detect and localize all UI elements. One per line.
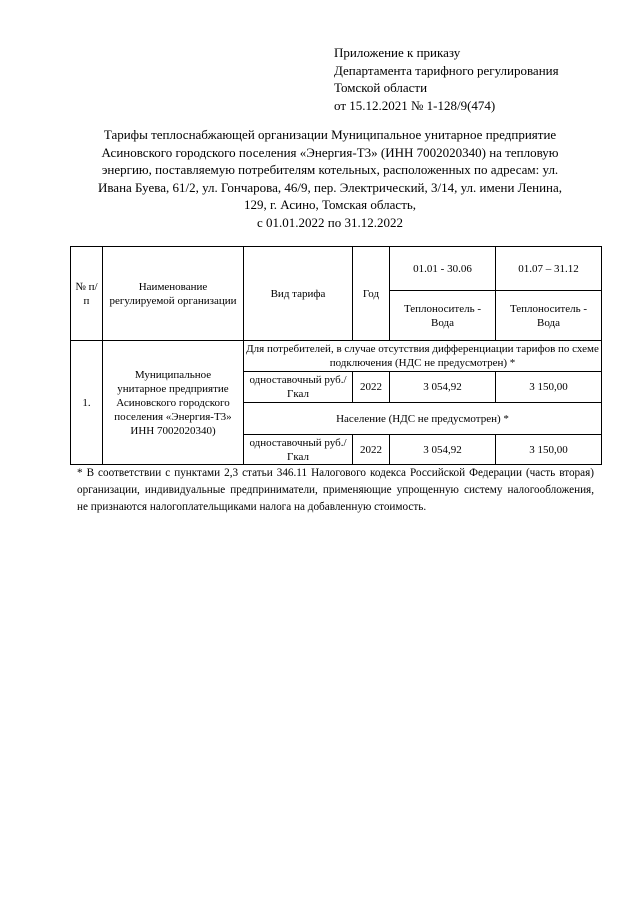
title-line: Тарифы теплоснабжающей организации Муниципальное унитарное предприятие xyxy=(103,127,557,142)
header-org-name: Наименование регулируемой организации xyxy=(103,247,244,341)
appendix-line: Томской области xyxy=(334,80,428,95)
appendix-line: Департамента тарифного регулирования xyxy=(334,62,559,78)
header-tariff-type: Вид тарифа xyxy=(244,247,353,341)
title-line: Асиновского городского поселения «Энергия-Т3» (ИНН 7002020340) на тепловую xyxy=(101,144,559,160)
row-org-name: Муниципальное унитарное предприятие Асиновского городского поселения «Энергия-Т3» ИНН 7002020340) xyxy=(103,341,244,465)
footnote: * В соответствии с пунктами 2,3 статьи 346.11 Налогового кодекса Российской Федерации (часть вторая) организации, индивидуальные предприниматели, применяющие упрощенную систему налогообложения, не признаются налогоплательщиками налога на добавленную стоимость. xyxy=(77,467,594,513)
appendix-line: Приложение к приказу xyxy=(334,45,461,60)
appendix-order-date: от 15.12.2021 № 1-128/9(474) xyxy=(334,97,496,113)
title-line: энергию, поставляемую потребителям котельных, расположенных по адресам: ул. xyxy=(101,162,559,177)
tariff-value-h1: 3 054,92 xyxy=(390,435,496,465)
header-carrier-2: Теплоноситель - Вода xyxy=(496,291,602,341)
tariff-value-h2: 3 150,00 xyxy=(496,435,602,465)
section-caption-consumers: Для потребителей, в случае отсутствия дифференциации тарифов по схеме подключения (НДС не предусмотрен) * xyxy=(244,341,602,372)
header-carrier-1: Теплоноситель - Вода xyxy=(390,291,496,341)
header-year: Год xyxy=(353,247,390,341)
header-period-1: 01.01 - 30.06 xyxy=(390,247,496,291)
tariff-type-cell: одноставочный руб./Гкал xyxy=(244,435,353,465)
title-line: 129, г. Асино, Томская область, xyxy=(243,197,417,212)
title-line: Ивана Буева, 61/2, ул. Гончарова, 46/9, пер. Электрический, 3/14, ул. имени Ленина, xyxy=(97,179,563,195)
year-cell: 2022 xyxy=(353,435,390,465)
header-num: № п/п xyxy=(71,247,103,341)
header-period-2: 01.07 – 31.12 xyxy=(496,247,602,291)
tariff-table xyxy=(70,246,602,465)
section-caption-population: Население (НДС не предусмотрен) * xyxy=(244,403,602,435)
tariff-type-cell: одноставочный руб./Гкал xyxy=(244,372,353,403)
tariff-value-h1: 3 054,92 xyxy=(390,372,496,403)
appendix-header xyxy=(334,44,559,114)
title-period: с 01.01.2022 по 31.12.2022 xyxy=(257,214,403,230)
document-title xyxy=(80,126,580,231)
year-cell: 2022 xyxy=(353,372,390,403)
row-num: 1. xyxy=(71,341,103,465)
tariff-value-h2: 3 150,00 xyxy=(496,372,602,403)
